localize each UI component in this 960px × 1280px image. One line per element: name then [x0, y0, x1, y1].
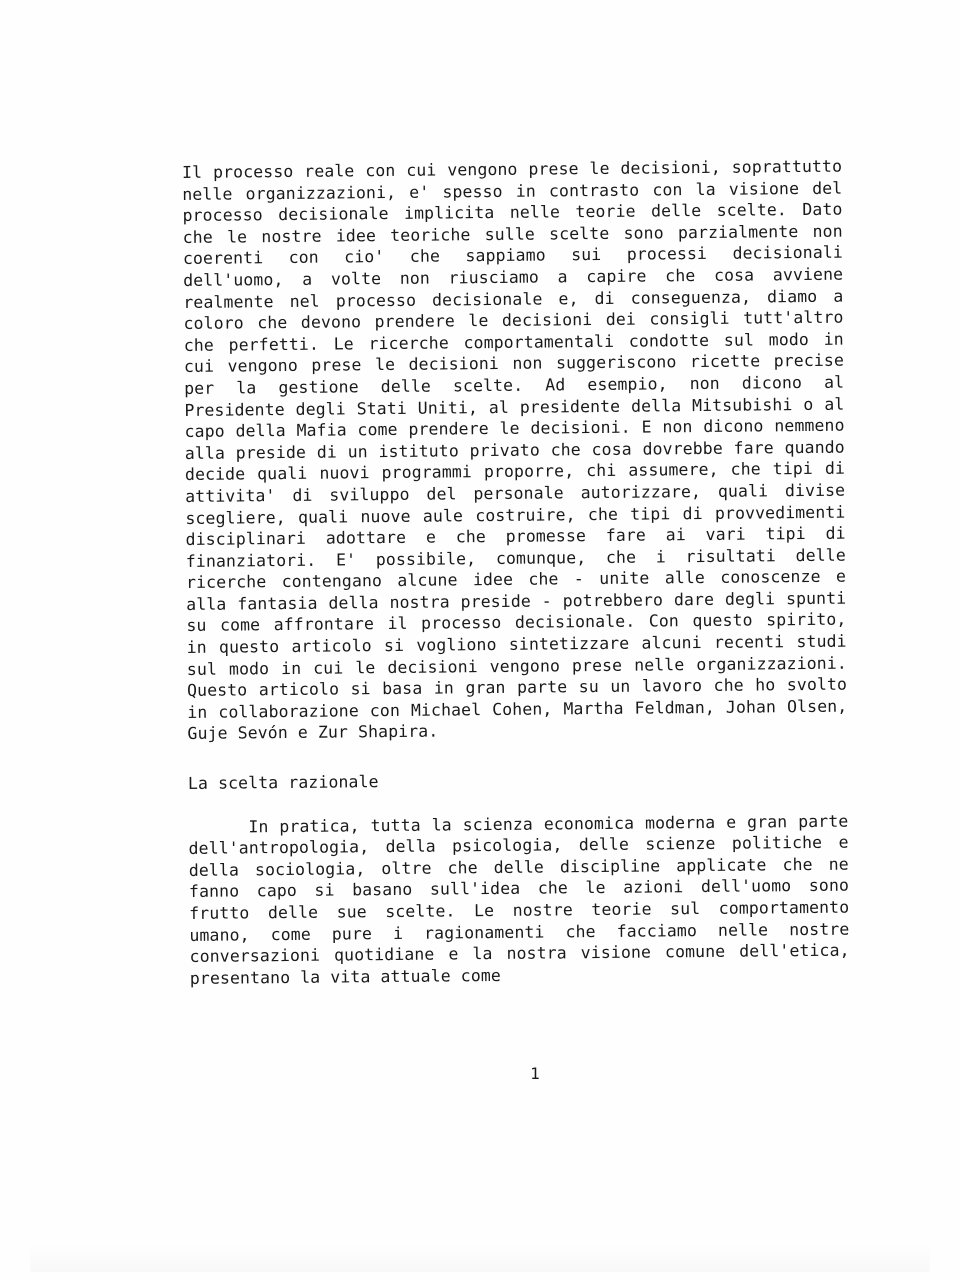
- scan-edge-shadow: [30, 1242, 930, 1272]
- body-paragraph-1: Il processo reale con cui vengono prese le decisioni, soprattutto nelle organizzazioni, e' spesso in contrasto con la visione del processo decisionale implicita nelle teorie delle scelte. Dato che le nostre idee teoriche sulle scelte sono parzialmente non coerenti con cio' che sappiamo sui processi decisionali dell'uomo, a volte non riusciamo a capire che cosa avviene realmente nel processo decisionale e, di conseguenza, diamo a coloro che devono prendere le decisioni dei consigli tutt'altro che perfetti. Le ricerche comportamentali condotte sul modo in cui vengono prese le decisioni non suggeriscono ricette precise per la gestione delle scelte. Ad esempio, non dicono al Presidente degli Stati Uniti, al presidente della Mitsubishi o al capo della Mafia come prendere le decisioni. E non dicono nemmeno alla preside di un istituto privato che cosa dovrebbe fare quando decide quali nuovi programmi proporre, chi assumere, che tipi di attivita' di sviluppo del personale autorizzare, quali divise scegliere, quali nuove aule costruire, che tipi di provvedimenti disciplinari adottare e che promesse fare ai vari tipi di finanziatori. E' possibile, comunque, che i risultati delle ricerche contengano alcune idee che - unite alle conoscenze e alla fantasia della nostra preside - potrebbero dare degli spunti su come affrontare il processo decisionale. Con questo spirito, in questo articolo si vogliono sintetizzare alcuni recenti studi sul modo in cui le decisioni vengono prese nelle organizzazioni. Questo articolo si basa in gran parte su un lavoro che ho svolto in collaborazione con Michael Cohen, Martha Feldman, Johan Olsen, Guje Sevón e Zur Shapira.: [182, 156, 848, 744]
- document-body: [182, 156, 850, 990]
- body-paragraph-2: In pratica, tutta la scienza economica moderna e gran parte dell'antropologia, della psicologia, delle scienze politiche e della sociologia, oltre che delle discipline applicate che ne fanno capo si basano sull'idea che le azioni dell'uomo sono frutto delle sue scelte. Le nostre teorie sul comportamento umano, come pure i ragionamenti che facciamo nelle nostre conversazioni quotidiane e la nostra visione comune dell'etica, presentano la vita attuale come: [188, 811, 850, 988]
- section-heading: La scelta razionale: [187, 772, 379, 794]
- page-number: 1: [530, 1064, 540, 1083]
